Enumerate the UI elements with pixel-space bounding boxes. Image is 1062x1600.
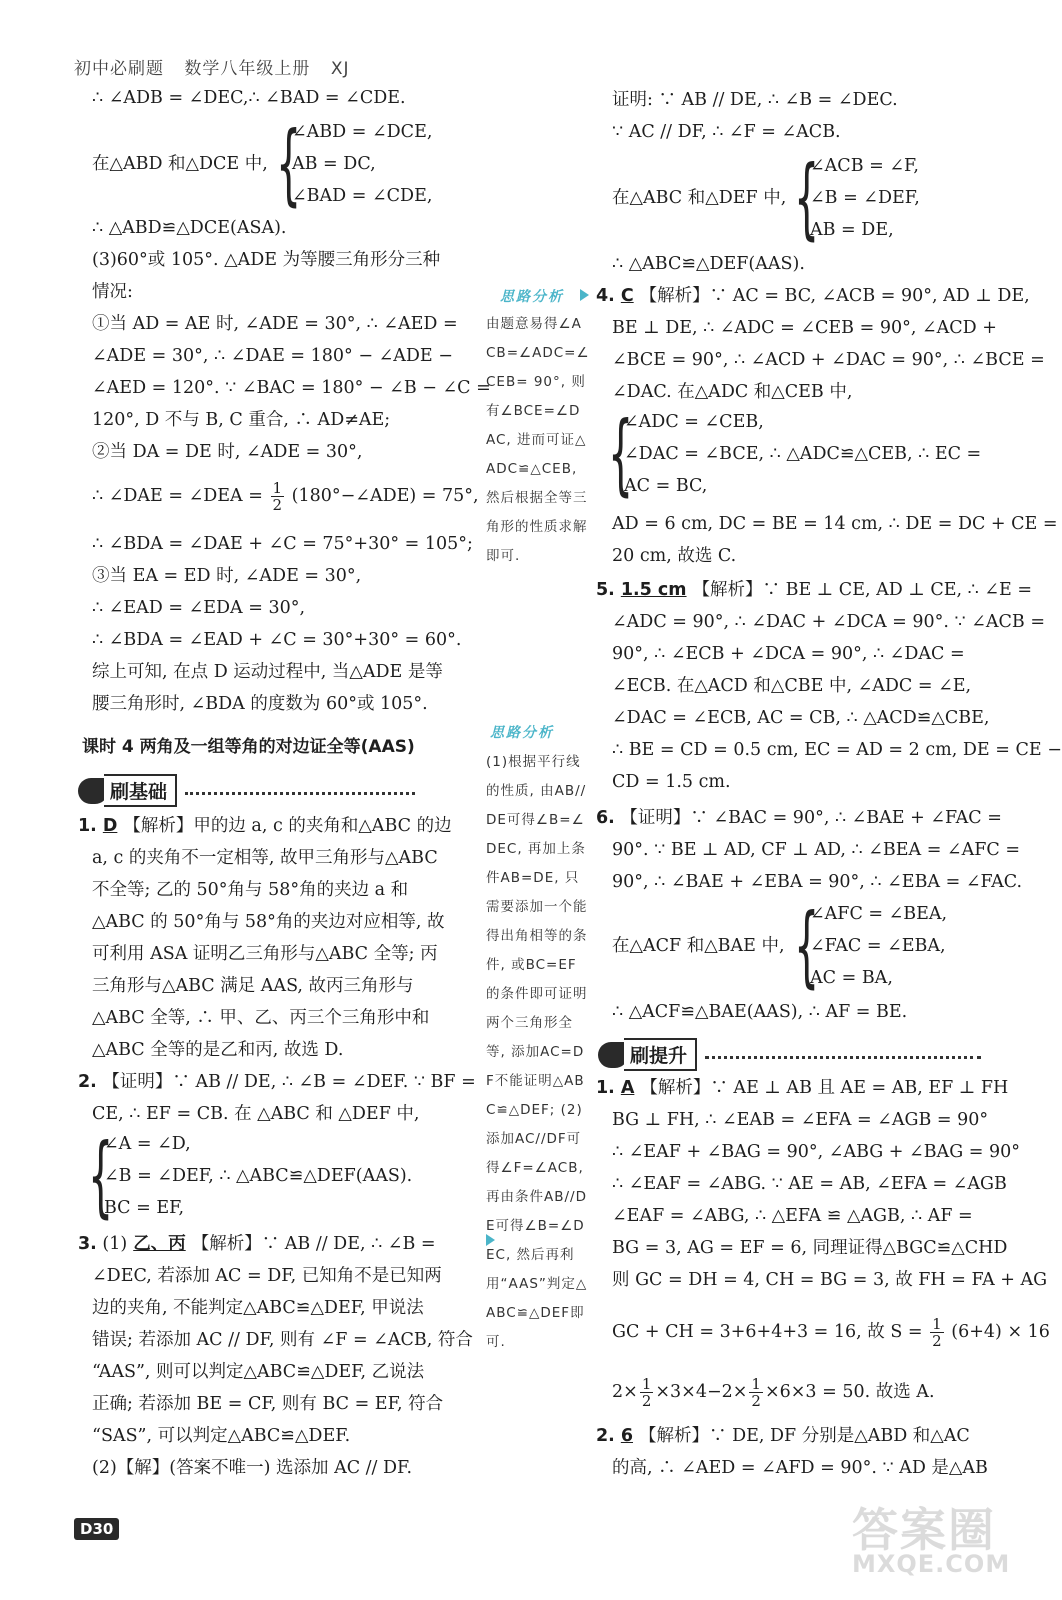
text-line: △ABC 全等, ∴ 甲、乙、丙三个三角形中和 <box>92 1008 430 1028</box>
system-line: ∠B = ∠DEF, ∴ △ABC≌△DEF(AAS). <box>104 1166 413 1186</box>
lesson-title: 课时 4 两角及一组等角的对边证全等(AAS) <box>82 737 415 757</box>
question-p2: 2. 6 【解析】∵ DE, DF 分别是△ABD 和△AC <box>596 1426 970 1446</box>
text-line-fraction: 2× $\frac{1}{2}$ ×3×4−2× $\frac{1}{2}$ ×6×3 = 50. 故选 A. <box>612 1375 935 1410</box>
question-6: 6. 【证明】∵ ∠BAC = 90°, ∴ ∠BAE + ∠FAC = <box>596 808 1002 828</box>
running-header <box>74 54 363 79</box>
text-line: BG = 3, AG = EF = 6, 同理证得△BGC≌△CHD <box>612 1238 1008 1258</box>
system-line: AC = BC, <box>624 476 708 496</box>
note-title: 思路分析 <box>490 725 554 741</box>
text-line: 不全等; 乙的 50°角与 58°角的夹边 a 和 <box>92 880 409 900</box>
system-prefix: 在△ABC 和△DEF 中, <box>612 188 787 208</box>
watermark-url: MXQE.COM <box>852 1550 1011 1578</box>
badge-label: 刷提升 <box>624 1038 697 1071</box>
text-line: ∠ECB. 在△ACD 和△CBE 中, ∠ADC = ∠E, <box>612 676 972 696</box>
text-line: 90°, ∴ ∠BAE + ∠EBA = 90°, ∴ ∠EBA = ∠FAC. <box>612 872 1023 892</box>
text-line: ∴ ∠EAD = ∠EDA = 30°, <box>92 598 306 618</box>
text-line: △ABC 全等的是乙和丙, 故选 D. <box>92 1040 344 1060</box>
system-line: ∠FAC = ∠EBA, <box>810 936 946 956</box>
system-line: AB = DE, <box>810 220 894 240</box>
text-line: △ABC 的 50°角与 58°角的夹边对应相等, 故 <box>92 912 445 932</box>
page-number: D30 <box>74 1518 119 1540</box>
text-line: 综上可知, 在点 D 运动过程中, 当△ADE 是等 <box>92 662 443 682</box>
brace-icon: { <box>276 112 302 215</box>
text-line: ∴ △ABD≌△DCE(ASA). <box>92 218 287 238</box>
text-line: ∴ ∠EAF + ∠BAG = 90°, ∠ABG + ∠BAG = 90° <box>612 1142 1020 1162</box>
text-line: 错误; 若添加 AC // DF, 则有 ∠F = ∠ACB, 符合 <box>92 1330 473 1350</box>
system-line: ∠A = ∠D, <box>104 1134 191 1154</box>
question-2: 2. 【证明】∵ AB // DE, ∴ ∠B = ∠DEF. ∵ BF = <box>78 1072 476 1092</box>
text-line: BG ⊥ FH, ∴ ∠EAB = ∠EFA = ∠AGB = 90° <box>612 1110 989 1130</box>
dotted-rule <box>705 1056 981 1059</box>
text-line: ∠BCE = 90°, ∴ ∠ACD + ∠DAC = 90°, ∴ ∠BCE = <box>612 350 1045 370</box>
equation-system <box>612 146 1000 249</box>
text-line: 20 cm, 故选 C. <box>612 546 737 566</box>
system-prefix: 在△ABD 和△DCE 中, <box>92 154 268 174</box>
text-line: 的高, ∴ ∠AED = ∠AFD = 90°. ∵ AD 是△AB <box>612 1458 988 1478</box>
dotted-rule <box>185 792 415 795</box>
text-line: ③当 EA = ED 时, ∠ADE = 30°, <box>92 566 362 586</box>
book-title: 初中必刷题 <box>74 59 164 79</box>
text-line: ①当 AD = AE 时, ∠ADE = 30°, ∴ ∠AED = <box>92 314 458 334</box>
question-p1: 1. A 【解析】∵ AE ⊥ AB 且 AE = AB, EF ⊥ FH <box>596 1078 1009 1098</box>
text-line: 90°. ∵ BE ⊥ AD, CF ⊥ AD, ∴ ∠BEA = ∠AFC = <box>612 840 1020 860</box>
text-line: “SAS”, 可以判定△ABC≌△DEF. <box>92 1426 351 1446</box>
fraction: $\frac{1}{2}$ <box>932 1315 942 1350</box>
text-line: ∴ BE = CD = 0.5 cm, EC = AD = 2 cm, DE = CE − <box>612 740 1062 760</box>
text-line: ∠AED = 120°. ∵ ∠BAC = 180° − ∠B − ∠C = <box>92 378 491 398</box>
fraction: $\frac{1}{2}$ <box>751 1375 761 1410</box>
system-line: ∠DAC = ∠BCE, ∴ △ADC≌△CEB, ∴ EC = <box>624 444 982 464</box>
question-1: 1. D 【解析】甲的边 a, c 的夹角和△ABC 的边 <box>78 816 452 836</box>
text-line: 正确; 若添加 BE = CF, 则有 BC = EF, 符合 <box>92 1394 444 1414</box>
brace-icon: { <box>794 894 820 997</box>
text-line: 三角形与△ABC 满足 AAS, 故丙三角形与 <box>92 976 414 996</box>
text-line: CE, ∴ EF = CB. 在 △ABC 和 △DEF 中, <box>92 1104 420 1124</box>
fraction: $\frac{1}{2}$ <box>272 479 283 514</box>
system-line: ∠ABD = ∠DCE, <box>292 122 433 142</box>
text-line: AD = 6 cm, DC = BE = 14 cm, ∴ DE = DC + CE = <box>612 514 1058 534</box>
brace-icon: { <box>608 402 634 505</box>
text-line: ∴ ∠BDA = ∠EAD + ∠C = 30°+30° = 60°. <box>92 630 462 650</box>
arrow-icon <box>580 289 589 301</box>
watermark <box>852 1488 1012 1588</box>
text-line: 120°, D 不与 B, C 重合, ∴ AD≠AE; <box>92 410 391 430</box>
arrow-icon <box>486 1234 495 1246</box>
text-line: ∠ADE = 30°, ∴ ∠DAE = 180° − ∠ADE − <box>92 346 453 366</box>
text-line-fraction: ∴ ∠DAE = ∠DEA = $\frac{1}{2}$ (180°−∠ADE) = 75°, <box>92 479 479 514</box>
text-line: ∴ ∠BDA = ∠DAE + ∠C = 75°+30° = 105°; <box>92 534 473 554</box>
system-line: ∠ADC = ∠CEB, <box>624 412 764 432</box>
equation-system <box>612 894 1000 997</box>
text-line: ∠DAC = ∠ECB, AC = CB, ∴ △ACD≌△CBE, <box>612 708 990 728</box>
system-line: AC = BA, <box>810 968 893 988</box>
text-line-fraction: GC + CH = 3+6+4+3 = 16, 故 S = $\frac{1}{2}$ (6+4) × 16 <box>612 1315 1050 1350</box>
text-line: ②当 DA = DE 时, ∠ADE = 30°, <box>92 442 363 462</box>
text-line: “AAS”, 则可以判定△ABC≌△DEF, 乙说法 <box>92 1362 425 1382</box>
text-line: ∵ AC // DF, ∴ ∠F = ∠ACB. <box>612 122 841 142</box>
text-line: a, c 的夹角不一定相等, 故甲三角形与△ABC <box>92 848 438 868</box>
note-title: 思路分析 <box>500 289 564 305</box>
watermark-logo: 答案圈 <box>852 1503 996 1557</box>
text-line: ∠DAC. 在△ADC 和△CEB 中, <box>612 382 853 402</box>
system-line: AB = DC, <box>292 154 376 174</box>
note-text: (1)根据平行线的性质, 由AB//DE可得∠B=∠DEC, 再加上条件AB=DE, 只需要添加一个能得出角相等的条件, 或BC=EF的条件即可证明两个三角形全等, 添加AC=DF不能证明△ABC≌△DEF; (2)添加AC//DF可得∠F=∠ACB, 再由条件AB//DE可得∠B=∠DEC, 然后再利用“AAS”判定△ABC≌△DEF即可. <box>486 754 588 1350</box>
text-line: (2)【解】(答案不唯一) 选添加 AC // DF. <box>92 1458 413 1478</box>
brace-icon: { <box>794 146 820 249</box>
system-line: ∠BAD = ∠CDE, <box>292 186 433 206</box>
text-line: 则 GC = DH = 4, CH = BG = 3, 故 FH = FA + AG <box>612 1270 1048 1290</box>
brace-icon: { <box>88 1124 114 1227</box>
system-line: ∠ACB = ∠F, <box>810 156 919 176</box>
text-line: ∴ ∠ADB = ∠DEC,∴ ∠BAD = ∠CDE. <box>92 88 406 108</box>
text-line: 边的夹角, 不能判定△ABC≌△DEF, 甲说法 <box>92 1298 424 1318</box>
badge-label: 刷基础 <box>104 774 177 807</box>
system-line: ∠B = ∠DEF, <box>810 188 920 208</box>
text-line: 证明: ∵ AB // DE, ∴ ∠B = ∠DEC. <box>612 90 898 110</box>
text-line: 情况: <box>92 282 133 302</box>
question-5: 5. 1.5 cm 【解析】∵ BE ⊥ CE, AD ⊥ CE, ∴ ∠E = <box>596 580 1033 600</box>
note-text: 由题意易得∠ACB=∠ADC=∠CEB= 90°, 则有∠BCE=∠DAC, 进而可证△ADC≌△CEB, 然后根据全等三角形的性质求解即可. <box>486 316 590 564</box>
text-line: ∠DEC, 若添加 AC = DF, 已知角不是已知两 <box>92 1266 442 1286</box>
text-line: 90°, ∴ ∠ECB + ∠DCA = 90°, ∴ ∠DAC = <box>612 644 965 664</box>
question-4: 4. C 【解析】∵ AC = BC, ∠ACB = 90°, AD ⊥ DE, <box>596 286 1030 306</box>
equation-system <box>92 112 480 215</box>
text-line: ∴ △ABC≌△DEF(AAS). <box>612 254 805 274</box>
system-line: ∠AFC = ∠BEA, <box>810 904 948 924</box>
text-line: ∴ ∠EAF = ∠ABG. ∵ AE = AB, ∠EFA = ∠AGB <box>612 1174 1007 1194</box>
text-line: ∠EAF = ∠ABG, ∴ △EFA ≌ △AGB, ∴ AF = <box>612 1206 973 1226</box>
section-badge <box>598 1038 981 1071</box>
equation-system <box>608 402 1000 505</box>
text-line: (3)60°或 105°. △ADE 为等腰三角形分三种 <box>92 250 441 270</box>
text-line: ∠ADC = 90°, ∴ ∠DAC + ∠DCA = 90°. ∵ ∠ACB = <box>612 612 1045 632</box>
system-line: BC = EF, <box>104 1198 185 1218</box>
text-line: ∴ △ACF≌△BAE(AAS), ∴ AF = BE. <box>612 1002 908 1022</box>
text-line: CD = 1.5 cm. <box>612 772 731 792</box>
system-prefix: 在△ACF 和△BAE 中, <box>612 936 785 956</box>
subject-title: 数学八年级上册 <box>184 59 311 79</box>
edition: XJ <box>330 59 350 79</box>
fraction: $\frac{1}{2}$ <box>641 1375 652 1410</box>
text-line: 可利用 ASA 证明乙三角形与△ABC 全等; 丙 <box>92 944 438 964</box>
question-3: 3. (1) 乙、丙 【解析】∵ AB // DE, ∴ ∠B = <box>78 1234 436 1254</box>
section-badge <box>78 774 415 807</box>
equation-system <box>88 1124 480 1227</box>
text-line: BE ⊥ DE, ∴ ∠ADC = ∠CEB = 90°, ∠ACD + <box>612 318 997 338</box>
text-line: 腰三角形时, ∠BDA 的度数为 60°或 105°. <box>92 694 428 714</box>
